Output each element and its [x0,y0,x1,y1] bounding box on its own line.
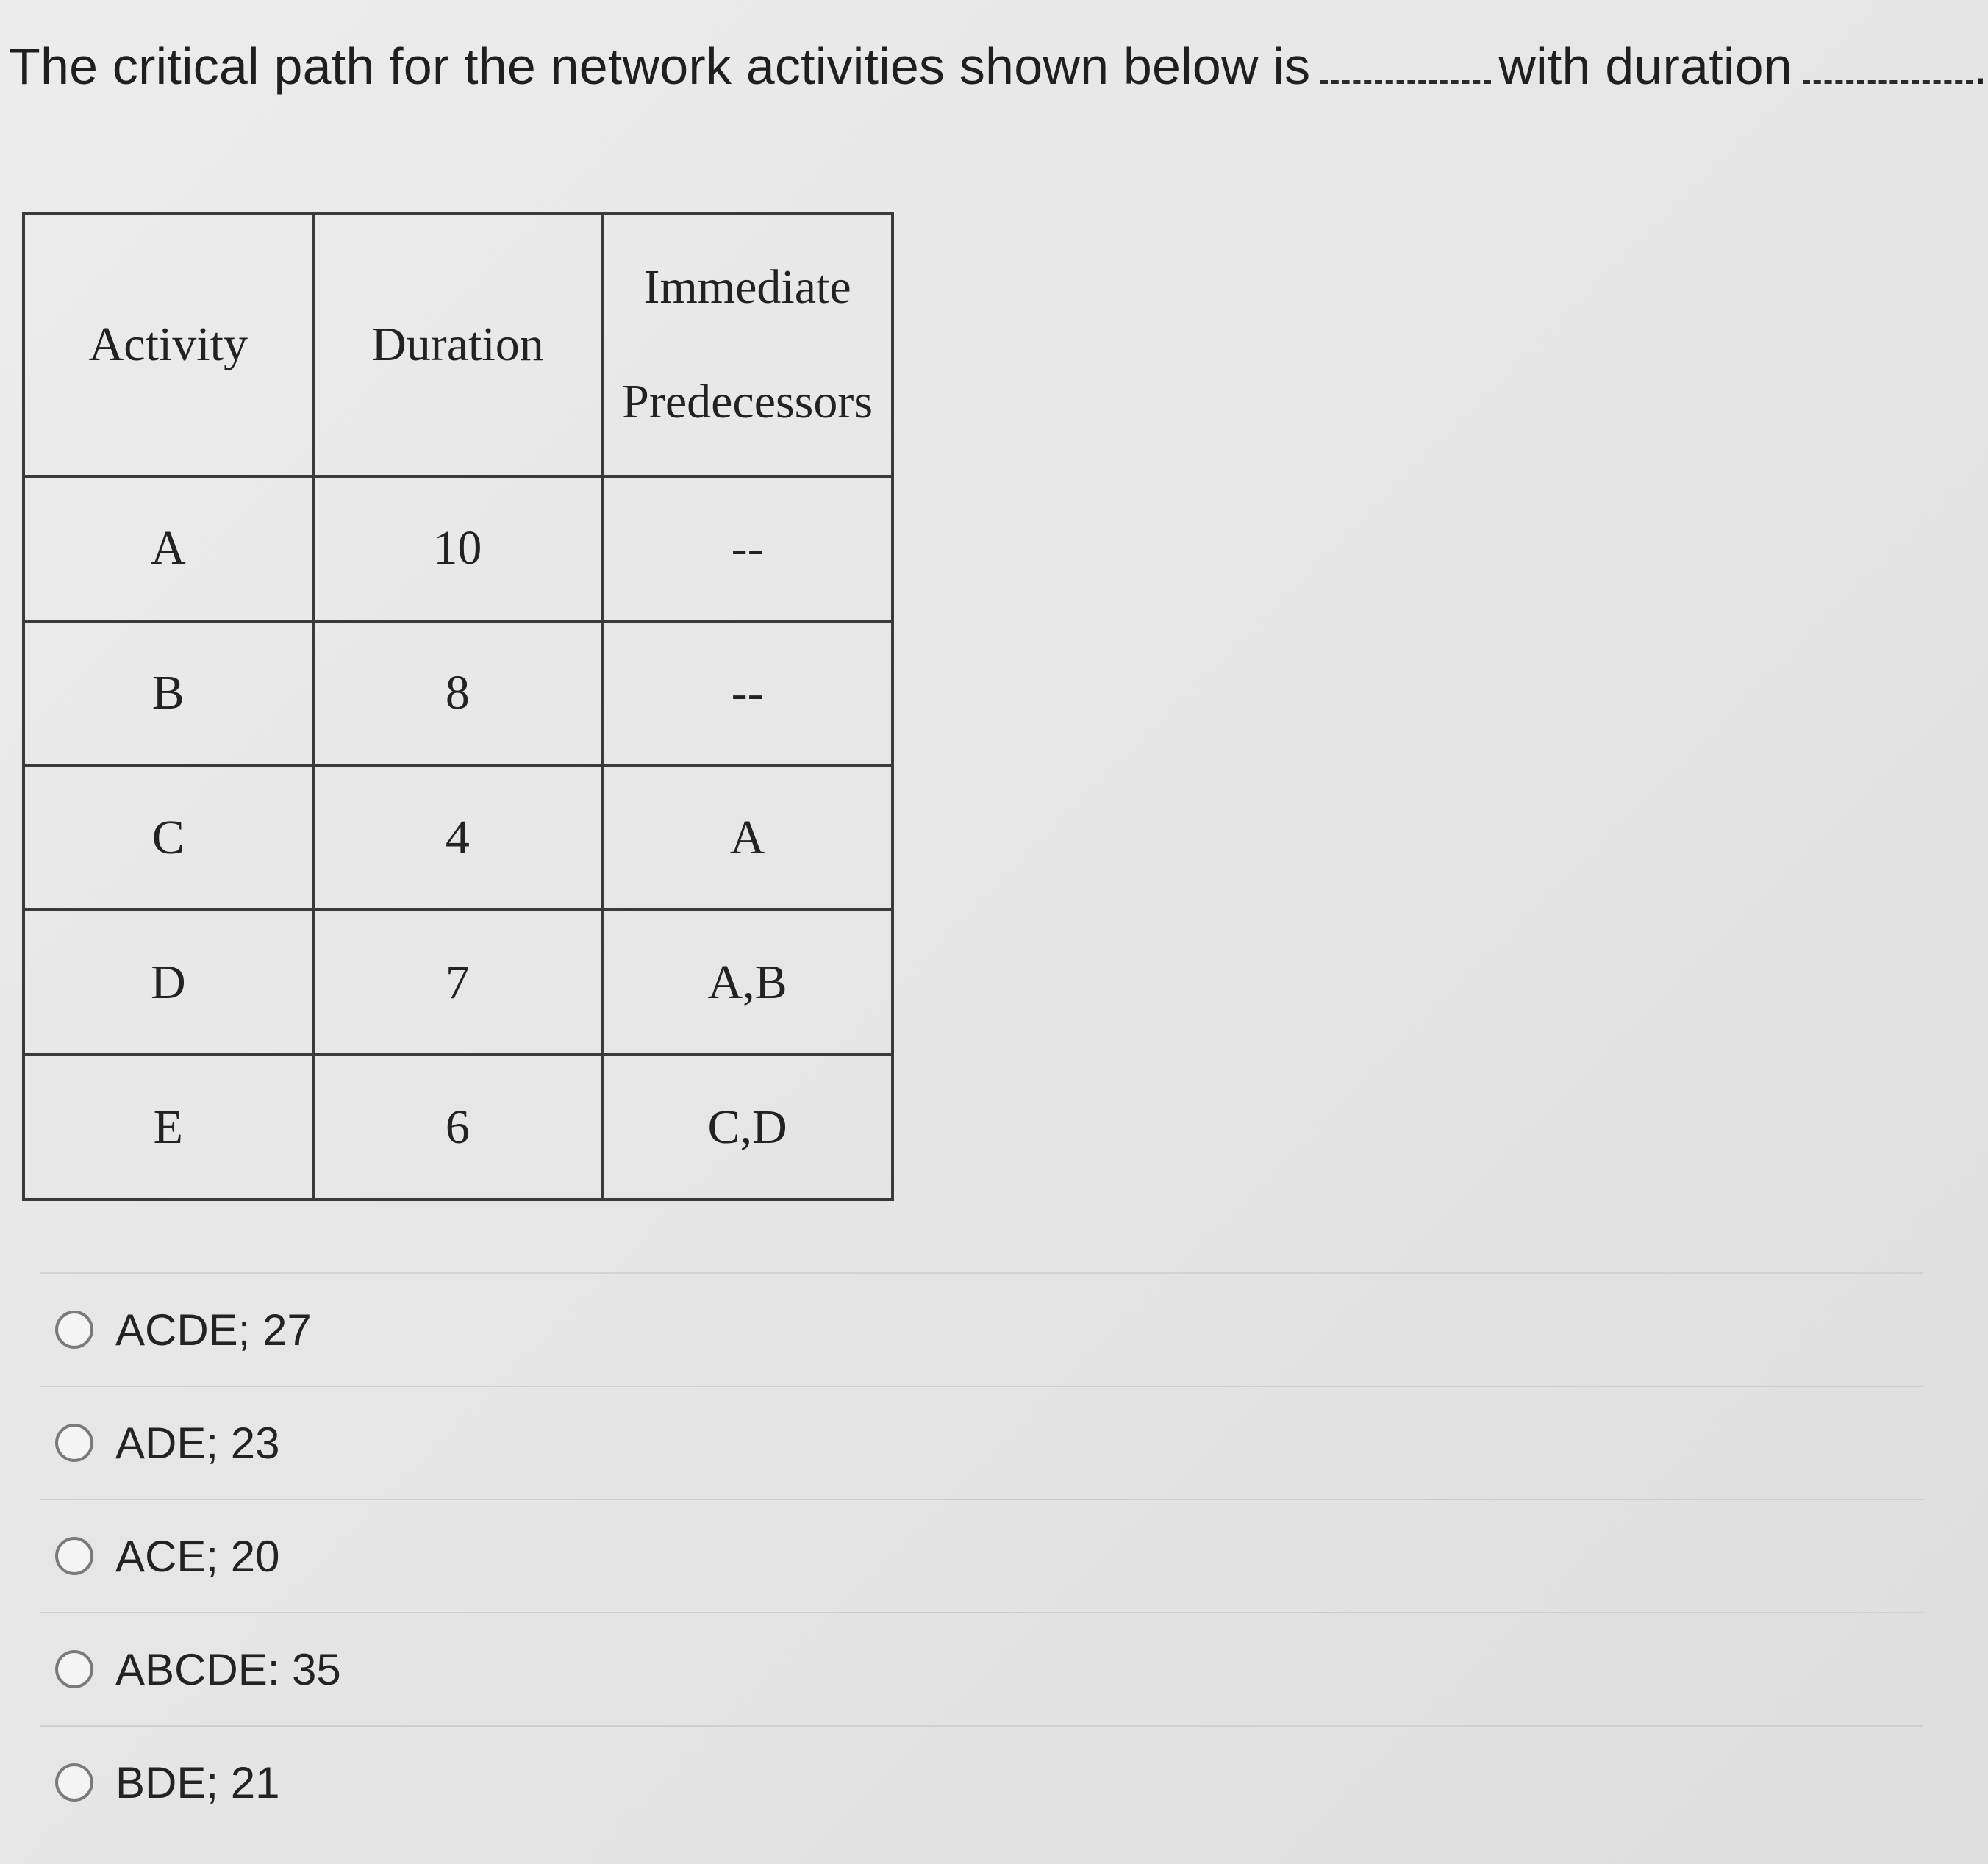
cell-predecessors: -- [602,476,893,621]
cell-duration: 6 [313,1055,603,1200]
cell-activity: D [24,910,313,1055]
header-predecessors-line2: Predecessors [622,375,873,429]
cell-duration: 4 [313,766,603,911]
critical-path-blank [1320,30,1491,84]
table-row [24,621,893,766]
cell-activity: A [24,476,313,621]
cell-duration: 10 [313,476,603,621]
radio-button[interactable] [55,1537,93,1575]
cell-predecessors: -- [602,621,893,766]
radio-button[interactable] [55,1650,93,1688]
radio-button[interactable] [55,1763,93,1802]
answer-option-label[interactable]: ADE; 23 [115,1418,280,1468]
table-row [24,1055,893,1200]
header-activity-label: Activity [88,318,248,371]
cell-activity: E [24,1055,313,1200]
question-text-middle: with duration [1498,37,1792,95]
activity-table-container [22,212,894,1201]
table-header-row [24,213,893,476]
cell-duration: 7 [313,910,603,1055]
answer-option[interactable] [40,1272,1923,1386]
duration-blank [1803,30,1973,84]
cell-predecessors: A [602,766,893,911]
radio-button[interactable] [55,1311,93,1349]
answer-option[interactable] [40,1386,1923,1499]
answer-option-label[interactable]: ABCDE: 35 [115,1644,341,1694]
cell-activity: B [24,621,313,766]
cell-duration: 8 [313,621,603,766]
activity-table [22,212,894,1201]
answer-option-label[interactable]: ACE; 20 [115,1531,280,1581]
header-predecessors [602,213,893,476]
answer-option[interactable] [40,1499,1923,1612]
answer-option[interactable] [40,1612,1923,1725]
radio-button[interactable] [55,1424,93,1462]
header-predecessors-line1: Immediate [643,260,851,314]
header-activity [24,213,313,476]
table-row [24,910,893,1055]
header-duration [313,213,603,476]
answer-option-label[interactable]: BDE; 21 [115,1757,280,1807]
table-row [24,766,893,911]
cell-predecessors: A,B [602,910,893,1055]
answer-options [40,1272,1923,1838]
question-text [9,29,1988,103]
cell-activity: C [24,766,313,911]
answer-option[interactable] [40,1725,1923,1838]
header-duration-label: Duration [371,318,544,371]
question-text-before: The critical path for the network activities shown below is [9,37,1311,95]
cell-predecessors: C,D [602,1055,893,1200]
answer-option-label[interactable]: ACDE; 27 [115,1305,312,1355]
question-text-after: . [1973,37,1988,95]
table-row [24,476,893,621]
